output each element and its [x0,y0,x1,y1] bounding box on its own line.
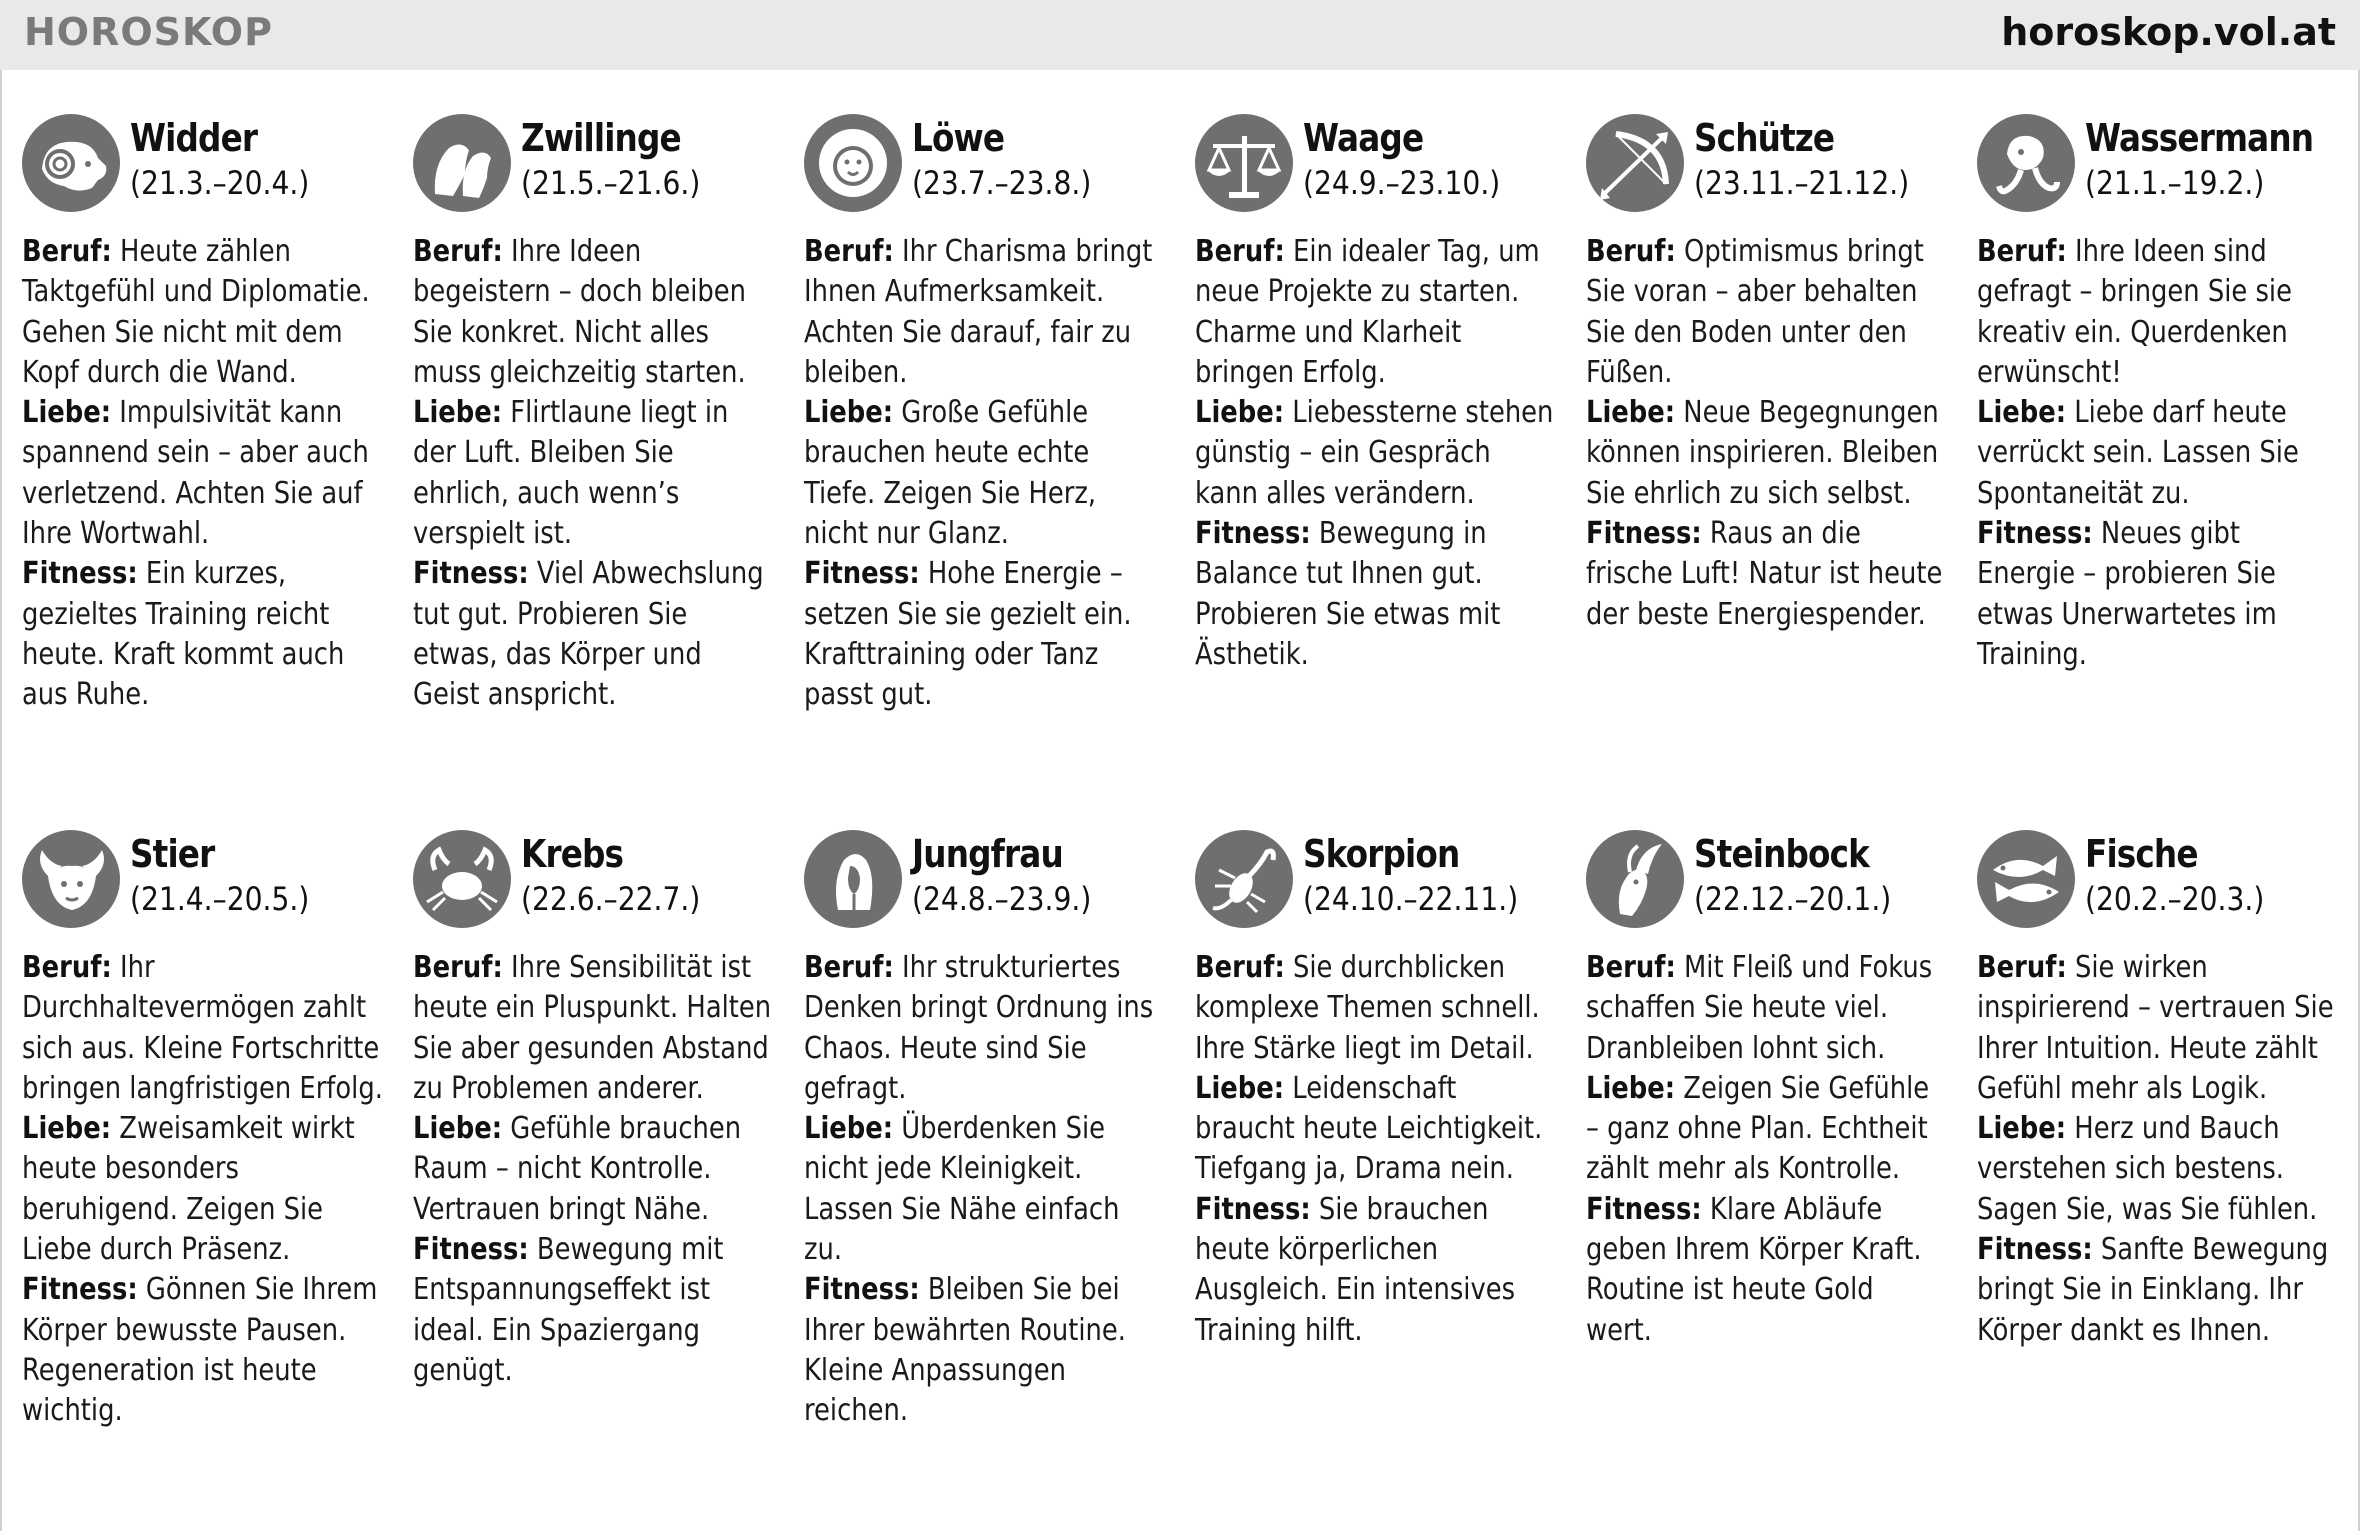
sign-krebs [413,828,785,1391]
page-title: HOROSKOP [24,10,273,54]
sign-jungfrau [804,828,1176,1432]
liebe-label: Liebe: [804,1111,894,1147]
fitness-label: Fitness: [1977,1232,2093,1268]
beruf-text: Sie wirken inspirierend – vertrauen Sie Ihrer Intuition. Heute zählt Gefühl mehr als Logik. [1977,950,2334,1106]
beruf-text: Optimismus bringt Sie voran – aber behalten Sie den Boden unter den Füßen. [1586,234,1924,390]
sign-waage [1195,112,1567,675]
beruf-paragraph [1977,948,2338,1109]
fitness-text: Neues gibt Energie – probieren Sie etwas Unerwartetes im Training. [1977,516,2277,672]
fitness-paragraph [1195,1190,1556,1351]
beruf-label: Beruf: [22,234,112,269]
sign-header [413,828,785,938]
sign-dates: (24.10.–22.11.) [1303,880,1519,918]
beruf-text: Mit Fleiß und Fokus schaffen Sie heute viel. Dranbleiben lohnt sich. [1586,950,1933,1066]
liebe-label: Liebe: [804,395,894,431]
sign-wassermann [1977,112,2349,675]
fitness-text: Ein kurzes, gezieltes Training reicht heute. Kraft kommt auch aus Ruhe. [22,556,345,713]
fish-icon [1977,830,2075,928]
beruf-paragraph [413,232,774,393]
fitness-paragraph [413,1230,774,1391]
sign-header [1195,828,1567,938]
beruf-label: Beruf: [413,234,503,269]
fitness-label: Fitness: [22,1272,138,1308]
sign-text [1977,948,2338,1351]
fitness-label: Fitness: [413,556,529,592]
beruf-text: Ihr Charisma bringt Ihnen Aufmerksamkeit. Achten Sie darauf, fair zu bleiben. [804,234,1153,390]
lion-icon [804,114,902,212]
liebe-paragraph [1195,393,1556,514]
fitness-label: Fitness: [1195,1191,1311,1227]
sign-steinbock [1586,828,1958,1351]
sign-widder [22,112,394,716]
liebe-text: Flirtlaune liegt in der Luft. Bleiben Sie ehrlich, auch wenn’s verspielt ist. [413,395,729,552]
sign-header [413,112,785,222]
sign-text [1586,948,1947,1351]
liebe-text: Überdenken Sie nicht jede Kleinigkeit. Lassen Sie Nähe einfach zu. [804,1111,1120,1268]
liebe-label: Liebe: [1586,395,1676,431]
liebe-paragraph [22,1109,383,1270]
beruf-text: Ihre Ideen begeistern – doch bleiben Sie konkret. Nicht alles muss gleichzeitig starten. [413,234,746,390]
virgin-icon [804,830,902,928]
fitness-label: Fitness: [1586,516,1702,552]
beruf-text: Ihre Sensibilität ist heute ein Pluspunkt. Halten Sie aber gesunden Abstand zu Problemen anderer. [413,950,772,1106]
liebe-paragraph [413,1109,774,1230]
sign-name: Schütze [1694,116,1835,160]
liebe-paragraph [22,393,383,554]
fitness-label: Fitness: [804,556,920,592]
sign-name: Krebs [521,832,624,876]
fitness-paragraph [1977,514,2338,675]
archer-icon [1586,114,1684,212]
sign-header [804,828,1176,938]
water-bearer-icon [1977,114,2075,212]
beruf-paragraph [1195,232,1556,393]
sign-dates: (23.7.–23.8.) [912,164,1092,202]
liebe-text: Zeigen Sie Gefühle – ganz ohne Plan. Echtheit zählt mehr als Kontrolle. [1586,1070,1930,1187]
fitness-label: Fitness: [413,1232,529,1268]
fitness-text: Viel Abwechslung tut gut. Probieren Sie etwas, das Körper und Geist anspricht. [413,556,764,713]
twins-icon [413,114,511,212]
liebe-paragraph [1195,1069,1556,1190]
sign-text [1195,232,1556,675]
goat-icon [1586,830,1684,928]
fitness-label: Fitness: [1586,1191,1702,1227]
sign-name: Stier [130,832,215,876]
sign-schütze [1586,112,1958,635]
liebe-text: Liebe darf heute verrückt sein. Lassen Sie Spontaneität zu. [1977,395,2299,511]
liebe-label: Liebe: [1195,395,1285,431]
liebe-text: Gefühle brauchen Raum – nicht Kontrolle. Vertrauen bringt Nähe. [413,1111,742,1227]
fitness-paragraph [1586,1190,1947,1351]
beruf-paragraph [1586,948,1947,1069]
sign-text [22,232,383,716]
sign-fische [1977,828,2349,1351]
sign-header [1977,828,2349,938]
sign-text [1977,232,2338,675]
liebe-text: Neue Begegnungen können inspirieren. Bleiben Sie ehrlich zu sich selbst. [1586,395,1939,511]
liebe-paragraph [413,393,774,554]
sign-header [1977,112,2349,222]
sign-name: Zwillinge [521,116,681,160]
beruf-label: Beruf: [1195,234,1285,269]
beruf-label: Beruf: [22,950,112,985]
liebe-paragraph [804,1109,1165,1270]
liebe-label: Liebe: [1977,395,2067,431]
beruf-paragraph [22,948,383,1109]
liebe-text: Herz und Bauch verstehen sich bestens. Sagen Sie, was Sie fühlen. [1977,1111,2318,1227]
liebe-paragraph [1977,393,2338,514]
sign-dates: (21.5.–21.6.) [521,164,701,202]
fitness-text: Sie brauchen heute körperlichen Ausgleich. Ein intensives Training hilft. [1195,1191,1516,1348]
sign-name: Steinbock [1694,832,1870,876]
sign-text [804,948,1165,1432]
fitness-label: Fitness: [1977,516,2093,552]
bull-icon [22,830,120,928]
sign-name: Waage [1303,116,1424,160]
sign-dates: (22.6.–22.7.) [521,880,701,918]
sign-dates: (22.12.–20.1.) [1694,880,1892,918]
beruf-text: Ihre Ideen sind gefragt – bringen Sie sie kreativ ein. Querdenken erwünscht! [1977,234,2292,390]
fitness-label: Fitness: [804,1272,920,1308]
beruf-text: Ein idealer Tag, um neue Projekte zu starten. Charme und Klarheit bringen Erfolg. [1195,234,1540,390]
fitness-text: Hohe Energie – setzen Sie sie gezielt ein. Krafttraining oder Tanz passt gut. [804,556,1132,713]
site-url[interactable]: horoskop.vol.at [2001,10,2336,54]
fitness-text: Sanfte Bewegung bringt Sie in Einklang. Ihr Körper dankt es Ihnen. [1977,1232,2329,1348]
beruf-label: Beruf: [1977,950,2067,985]
beruf-text: Heute zählen Taktgefühl und Diplomatie. Gehen Sie nicht mit dem Kopf durch die Wand. [22,234,370,390]
sign-dates: (23.11.–21.12.) [1694,164,1910,202]
sign-dates: (24.8.–23.9.) [912,880,1092,918]
liebe-paragraph [1586,1069,1947,1190]
sign-stier [22,828,394,1432]
beruf-text: Ihr strukturiertes Denken bringt Ordnung ins Chaos. Heute sind Sie gefragt. [804,950,1154,1106]
beruf-paragraph [1977,232,2338,393]
liebe-label: Liebe: [413,1111,503,1147]
sign-header [1586,828,1958,938]
sign-dates: (20.2.–20.3.) [2085,880,2265,918]
scorpion-icon [1195,830,1293,928]
liebe-label: Liebe: [22,1111,112,1147]
fitness-paragraph [1195,514,1556,675]
ram-icon [22,114,120,212]
liebe-paragraph [1586,393,1947,514]
fitness-label: Fitness: [1195,516,1311,552]
liebe-text: Liebessterne stehen günstig – ein Gespräch kann alles verändern. [1195,395,1554,511]
fitness-text: Raus an die frische Luft! Natur ist heute der beste Energiespender. [1586,516,1943,632]
liebe-label: Liebe: [22,395,112,431]
liebe-label: Liebe: [1195,1070,1285,1106]
beruf-label: Beruf: [1586,950,1676,985]
sign-header [804,112,1176,222]
fitness-paragraph [413,554,774,715]
sign-skorpion [1195,828,1567,1351]
sign-name: Widder [130,116,258,160]
sign-header [1195,112,1567,222]
fitness-text: Bewegung mit Entspannungseffekt ist ideal. Ein Spaziergang genügt. [413,1232,724,1388]
sign-name: Löwe [912,116,1005,160]
sign-header [1586,112,1958,222]
sign-name: Jungfrau [912,832,1063,876]
crab-icon [413,830,511,928]
liebe-text: Leidenschaft braucht heute Leichtigkeit. Tiefgang ja, Drama nein. [1195,1070,1543,1187]
beruf-text: Ihr Durchhaltevermögen zahlt sich aus. Kleine Fortschritte bringen langfristigen Erfolg. [22,950,383,1106]
liebe-label: Liebe: [413,395,503,431]
sign-text [804,232,1165,716]
sign-löwe [804,112,1176,716]
sign-name: Fische [2085,832,2198,876]
beruf-paragraph [1586,232,1947,393]
beruf-paragraph [804,948,1165,1109]
beruf-paragraph [804,232,1165,393]
beruf-label: Beruf: [1586,234,1676,269]
beruf-label: Beruf: [804,234,894,269]
fitness-paragraph [1977,1230,2338,1351]
beruf-label: Beruf: [1195,950,1285,985]
liebe-paragraph [1977,1109,2338,1230]
sign-header [22,828,394,938]
beruf-label: Beruf: [804,950,894,985]
beruf-label: Beruf: [1977,234,2067,269]
sign-name: Skorpion [1303,832,1460,876]
page-header [0,0,2360,70]
fitness-text: Gönnen Sie Ihrem Körper bewusste Pausen. Regeneration ist heute wichtig. [22,1272,378,1429]
liebe-text: Impulsivität kann spannend sein – aber auch verletzend. Achten Sie auf Ihre Wortwahl. [22,395,369,552]
fitness-text: Bleiben Sie bei Ihrer bewährten Routine. Kleine Anpassungen reichen. [804,1272,1126,1429]
liebe-label: Liebe: [1977,1111,2067,1147]
beruf-text: Sie durchblicken komplexe Themen schnell. Ihre Stärke liegt im Detail. [1195,950,1540,1066]
sign-text [1586,232,1947,635]
sign-dates: (21.3.–20.4.) [130,164,310,202]
beruf-paragraph [413,948,774,1109]
liebe-paragraph [804,393,1165,554]
liebe-label: Liebe: [1586,1070,1676,1106]
sign-name: Wassermann [2085,116,2314,160]
fitness-paragraph [22,554,383,715]
fitness-label: Fitness: [22,556,138,592]
beruf-paragraph [22,232,383,393]
sign-zwillinge [413,112,785,716]
sign-dates: (24.9.–23.10.) [1303,164,1501,202]
fitness-text: Klare Abläufe geben Ihrem Körper Kraft. Routine ist heute Gold wert. [1586,1191,1922,1348]
sign-dates: (21.1.–19.2.) [2085,164,2265,202]
scales-icon [1195,114,1293,212]
fitness-text: Bewegung in Balance tut Ihnen gut. Probieren Sie etwas mit Ästhetik. [1195,516,1501,672]
fitness-paragraph [1586,514,1947,635]
sign-text [22,948,383,1432]
fitness-paragraph [804,1270,1165,1431]
fitness-paragraph [804,554,1165,715]
liebe-text: Zweisamkeit wirkt heute besonders beruhigend. Zeigen Sie Liebe durch Präsenz. [22,1111,355,1268]
sign-header [22,112,394,222]
sign-text [413,948,774,1391]
beruf-label: Beruf: [413,950,503,985]
sign-dates: (21.4.–20.5.) [130,880,310,918]
sign-text [1195,948,1556,1351]
fitness-paragraph [22,1270,383,1431]
liebe-text: Große Gefühle brauchen heute echte Tiefe. Zeigen Sie Herz, nicht nur Glanz. [804,395,1097,552]
beruf-paragraph [1195,948,1556,1069]
sign-text [413,232,774,716]
